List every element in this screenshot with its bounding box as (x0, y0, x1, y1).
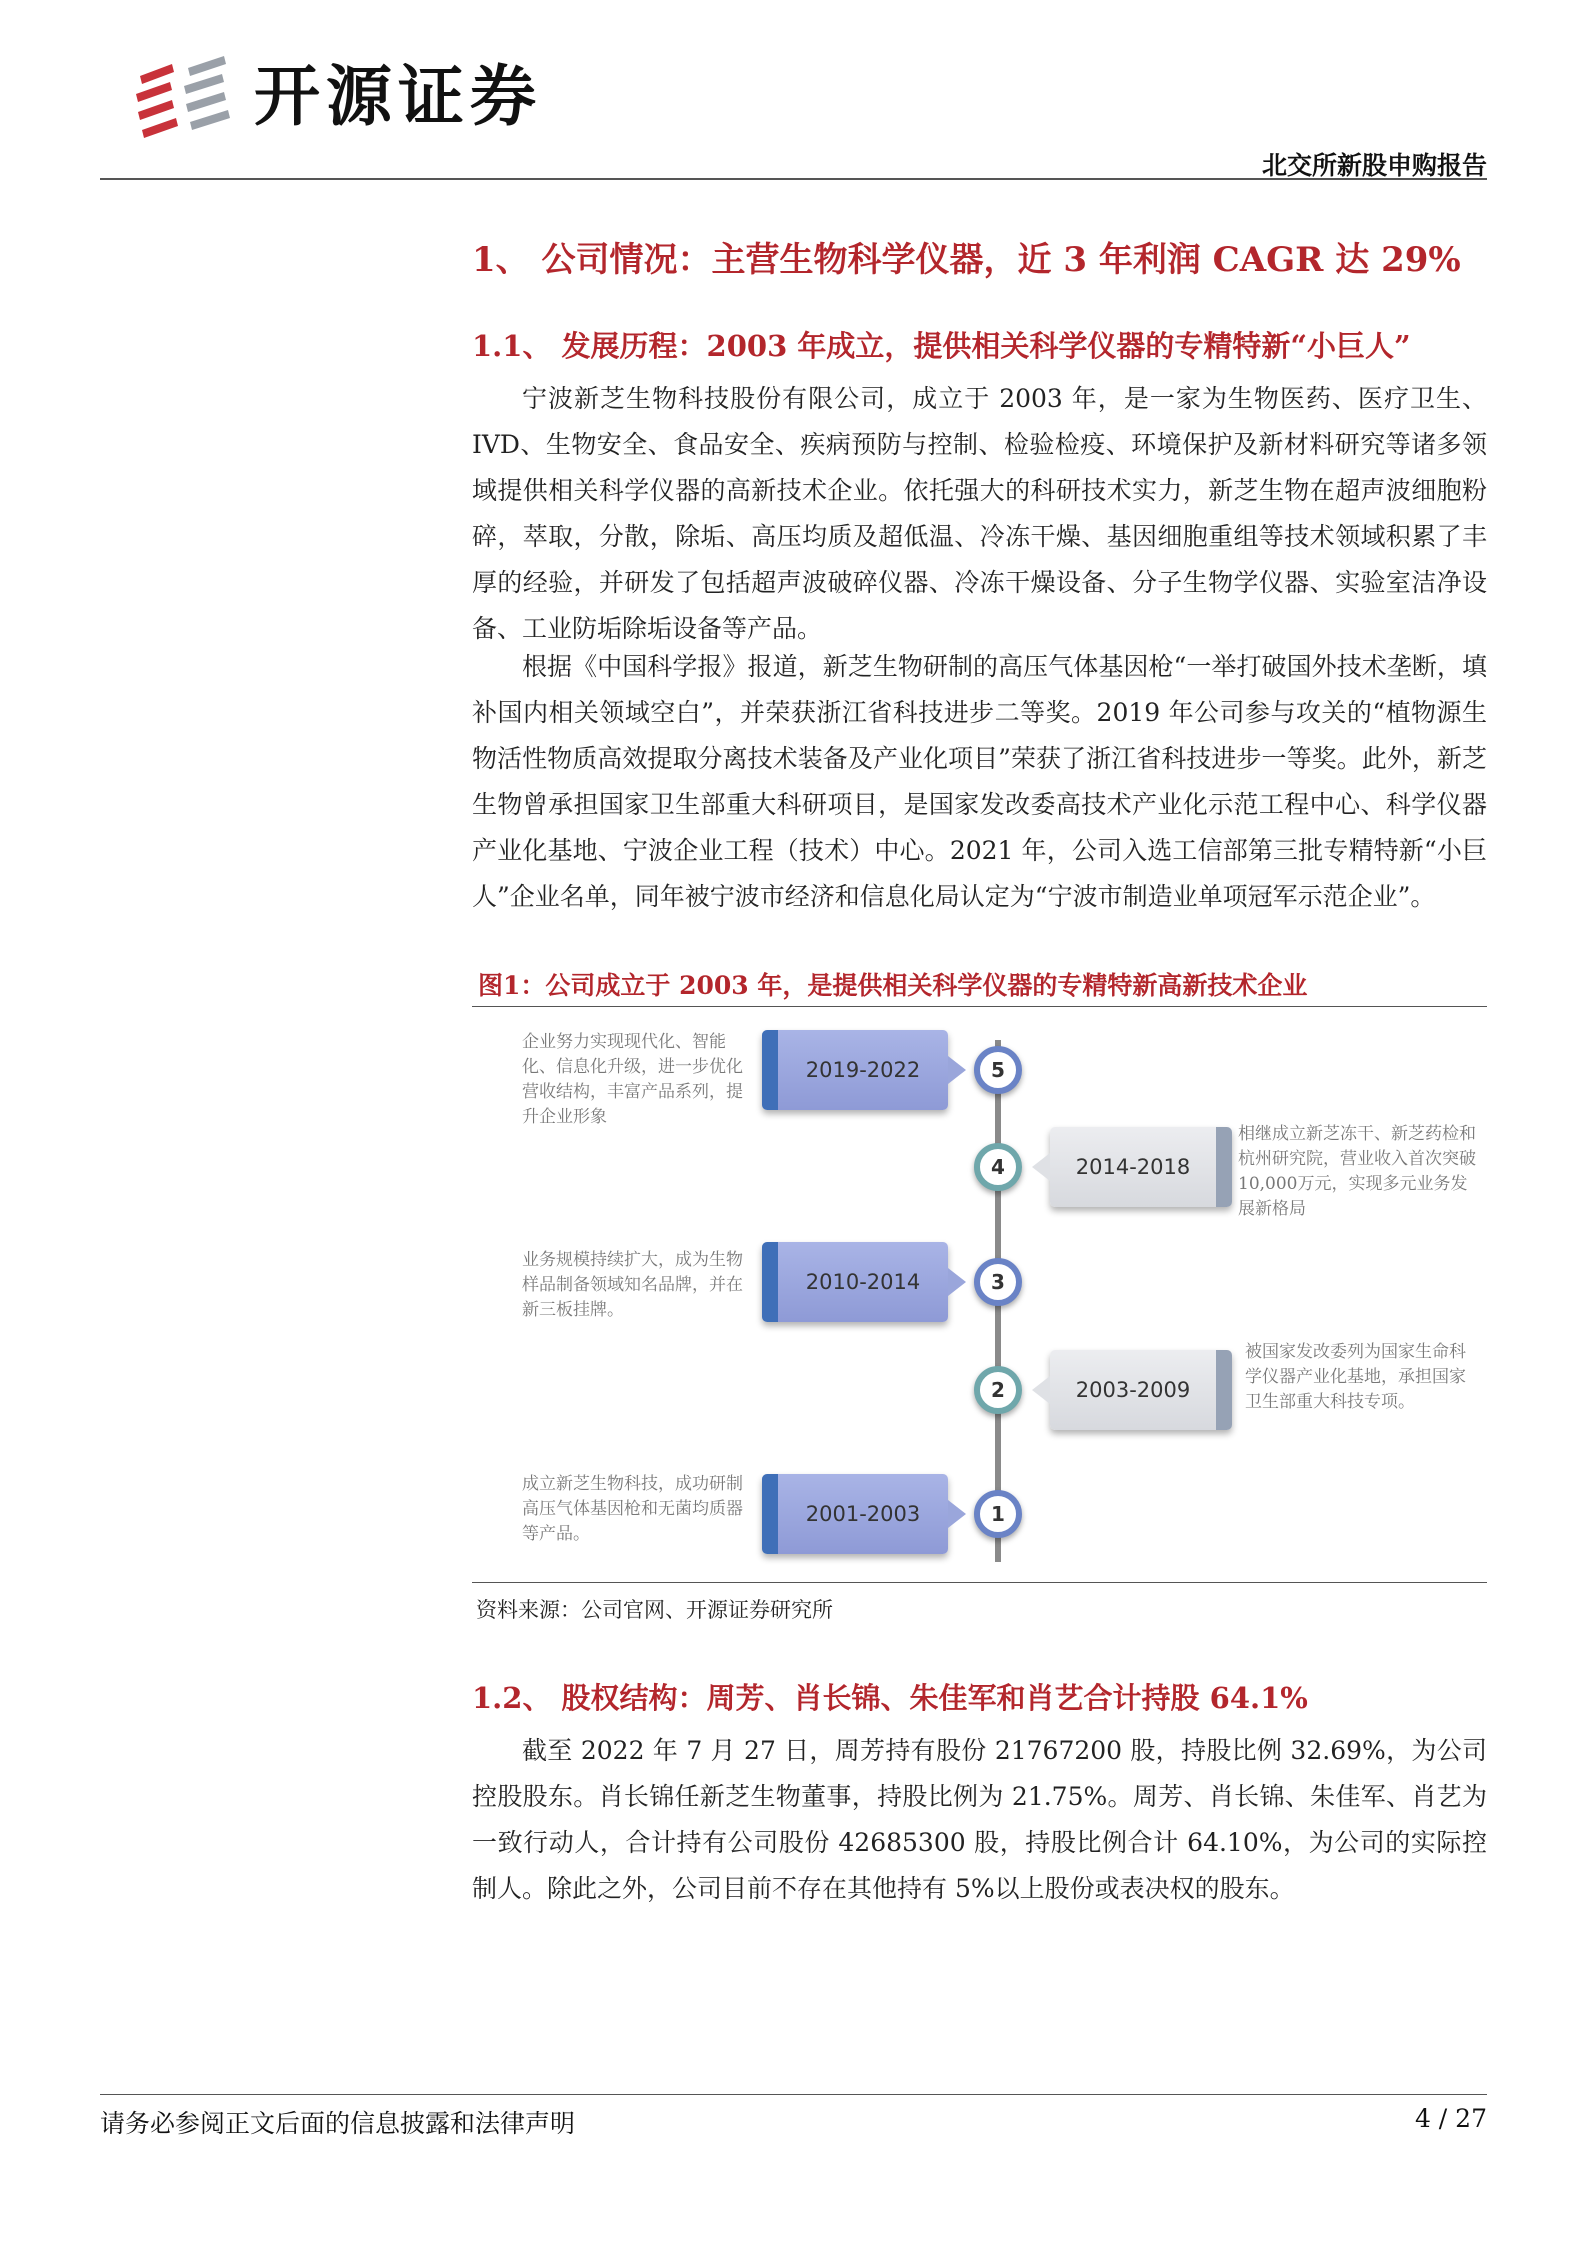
figure-1-source: 资料来源：公司官网、开源证券研究所 (476, 1598, 833, 1622)
milestone-2-period: 2003-2009 (1050, 1350, 1232, 1430)
section-1-1-paragraph-2: 根据《中国科学报》报道，新芝生物研制的高压气体基因枪“一举打破国外技术垄断，填补国内相关领域空白”，并荣获浙江省科技进步二等奖。2019 年公司参与攻关的“植物源生物活性物质高效提取分离技术装备及产业化项目”荣获了浙江省科技进步一等奖。此外，新芝生物曾承担国家卫生部重大科研项目，是国家发改委高技术产业化示范工程中心、科学仪器产业化基地、宁波企业工程（技术）中心。2021 年，公司入选工信部第三批专精特新“小巨人”企业名单，同年被宁波市经济和信息化局认定为“宁波市制造业单项冠军示范企业”。 (472, 652, 1487, 911)
milestone-1-description: 成立新芝生物科技，成功研制高压气体基因枪和无菌均质器等产品。 (522, 1474, 743, 1544)
milestone-3-description: 业务规模持续扩大，成为生物样品制备领域知名品牌，并在新三板挂牌。 (522, 1250, 743, 1320)
milestone-2-node: 2 (974, 1366, 1022, 1414)
milestone-4-period: 2014-2018 (1050, 1127, 1232, 1207)
footer-divider (100, 2094, 1487, 2095)
page-number: 4 / 27 (1414, 2104, 1487, 2133)
kaiyuan-logo-icon (132, 54, 242, 144)
milestone-4-node: 4 (974, 1143, 1022, 1191)
section-1-2-paragraph-1: 截至 2022 年 7 月 27 日，周芳持有股份 21767200 股，持股比例 32.69%，为公司控股股东。肖长锦任新芝生物董事，持股比例为 21.75%。周芳、肖长锦、朱佳军、肖艺为一致行动人，合计持有公司股份 42685300 股，持股比例合计 64.10%，为公司的实际控制人。除此之外，公司目前不存在其他持有 5%以上股份或表决权的股东。 (472, 1736, 1487, 1903)
milestone-1-period: 2001-2003 (762, 1474, 948, 1554)
logo-text: 开源证券 (254, 58, 542, 135)
figure-top-divider (472, 1006, 1487, 1007)
milestone-1-node: 1 (974, 1490, 1022, 1538)
section-1-1-paragraph-1: 宁波新芝生物科技股份有限公司，成立于 2003 年，是一家为生物医药、医疗卫生、IVD、生物安全、食品安全、疾病预防与控制、检验检疫、环境保护及新材料研究等诸多领域提供相关科学仪器的高新技术企业。依托强大的科研技术实力，新芝生物在超声波细胞粉碎，萃取，分散，除垢、高压均质及超低温、冷冻干燥、基因细胞重组等技术领域积累了丰厚的经验，并研发了包括超声波破碎仪器、冷冻干燥设备、分子生物学仪器、实验室洁净设备、工业防垢除垢设备等产品。 (472, 384, 1487, 643)
company-logo (132, 44, 612, 144)
figure-bottom-divider (472, 1582, 1487, 1583)
footer-disclaimer: 请务必参阅正文后面的信息披露和法律声明 (100, 2109, 576, 2138)
section-1-heading: 1、 公司情况：主营生物科学仪器，近 3 年利润 CAGR 达 29% (472, 240, 1461, 280)
section-1-2-heading: 1.2、 股权结构：周芳、肖长锦、朱佳军和肖艺合计持股 64.1% (472, 1681, 1308, 1715)
milestone-5-period: 2019-2022 (762, 1030, 948, 1110)
milestone-3-node: 3 (974, 1258, 1022, 1306)
figure-1-title: 图1：公司成立于 2003 年，是提供相关科学仪器的专精特新高新技术企业 (478, 971, 1308, 1000)
milestone-5-node: 5 (974, 1046, 1022, 1094)
milestone-3-period: 2010-2014 (762, 1242, 948, 1322)
report-type: 北交所新股申购报告 (1261, 151, 1487, 180)
milestone-2-description: 被国家发改委列为国家生命科学仪器产业化基地，承担国家卫生部重大科技专项。 (1245, 1342, 1466, 1412)
milestone-5-description: 企业努力实现现代化、智能化、信息化升级，进一步优化营收结构，丰富产品系列，提升企业形象 (522, 1032, 743, 1127)
section-1-1-heading: 1.1、 发展历程：2003 年成立，提供相关科学仪器的专精特新“小巨人” (472, 329, 1411, 363)
header-divider (100, 178, 1487, 180)
milestone-4-description: 相继成立新芝冻干、新芝药检和杭州研究院，营业收入首次突破10,000万元，实现多元业务发展新格局 (1238, 1124, 1476, 1219)
